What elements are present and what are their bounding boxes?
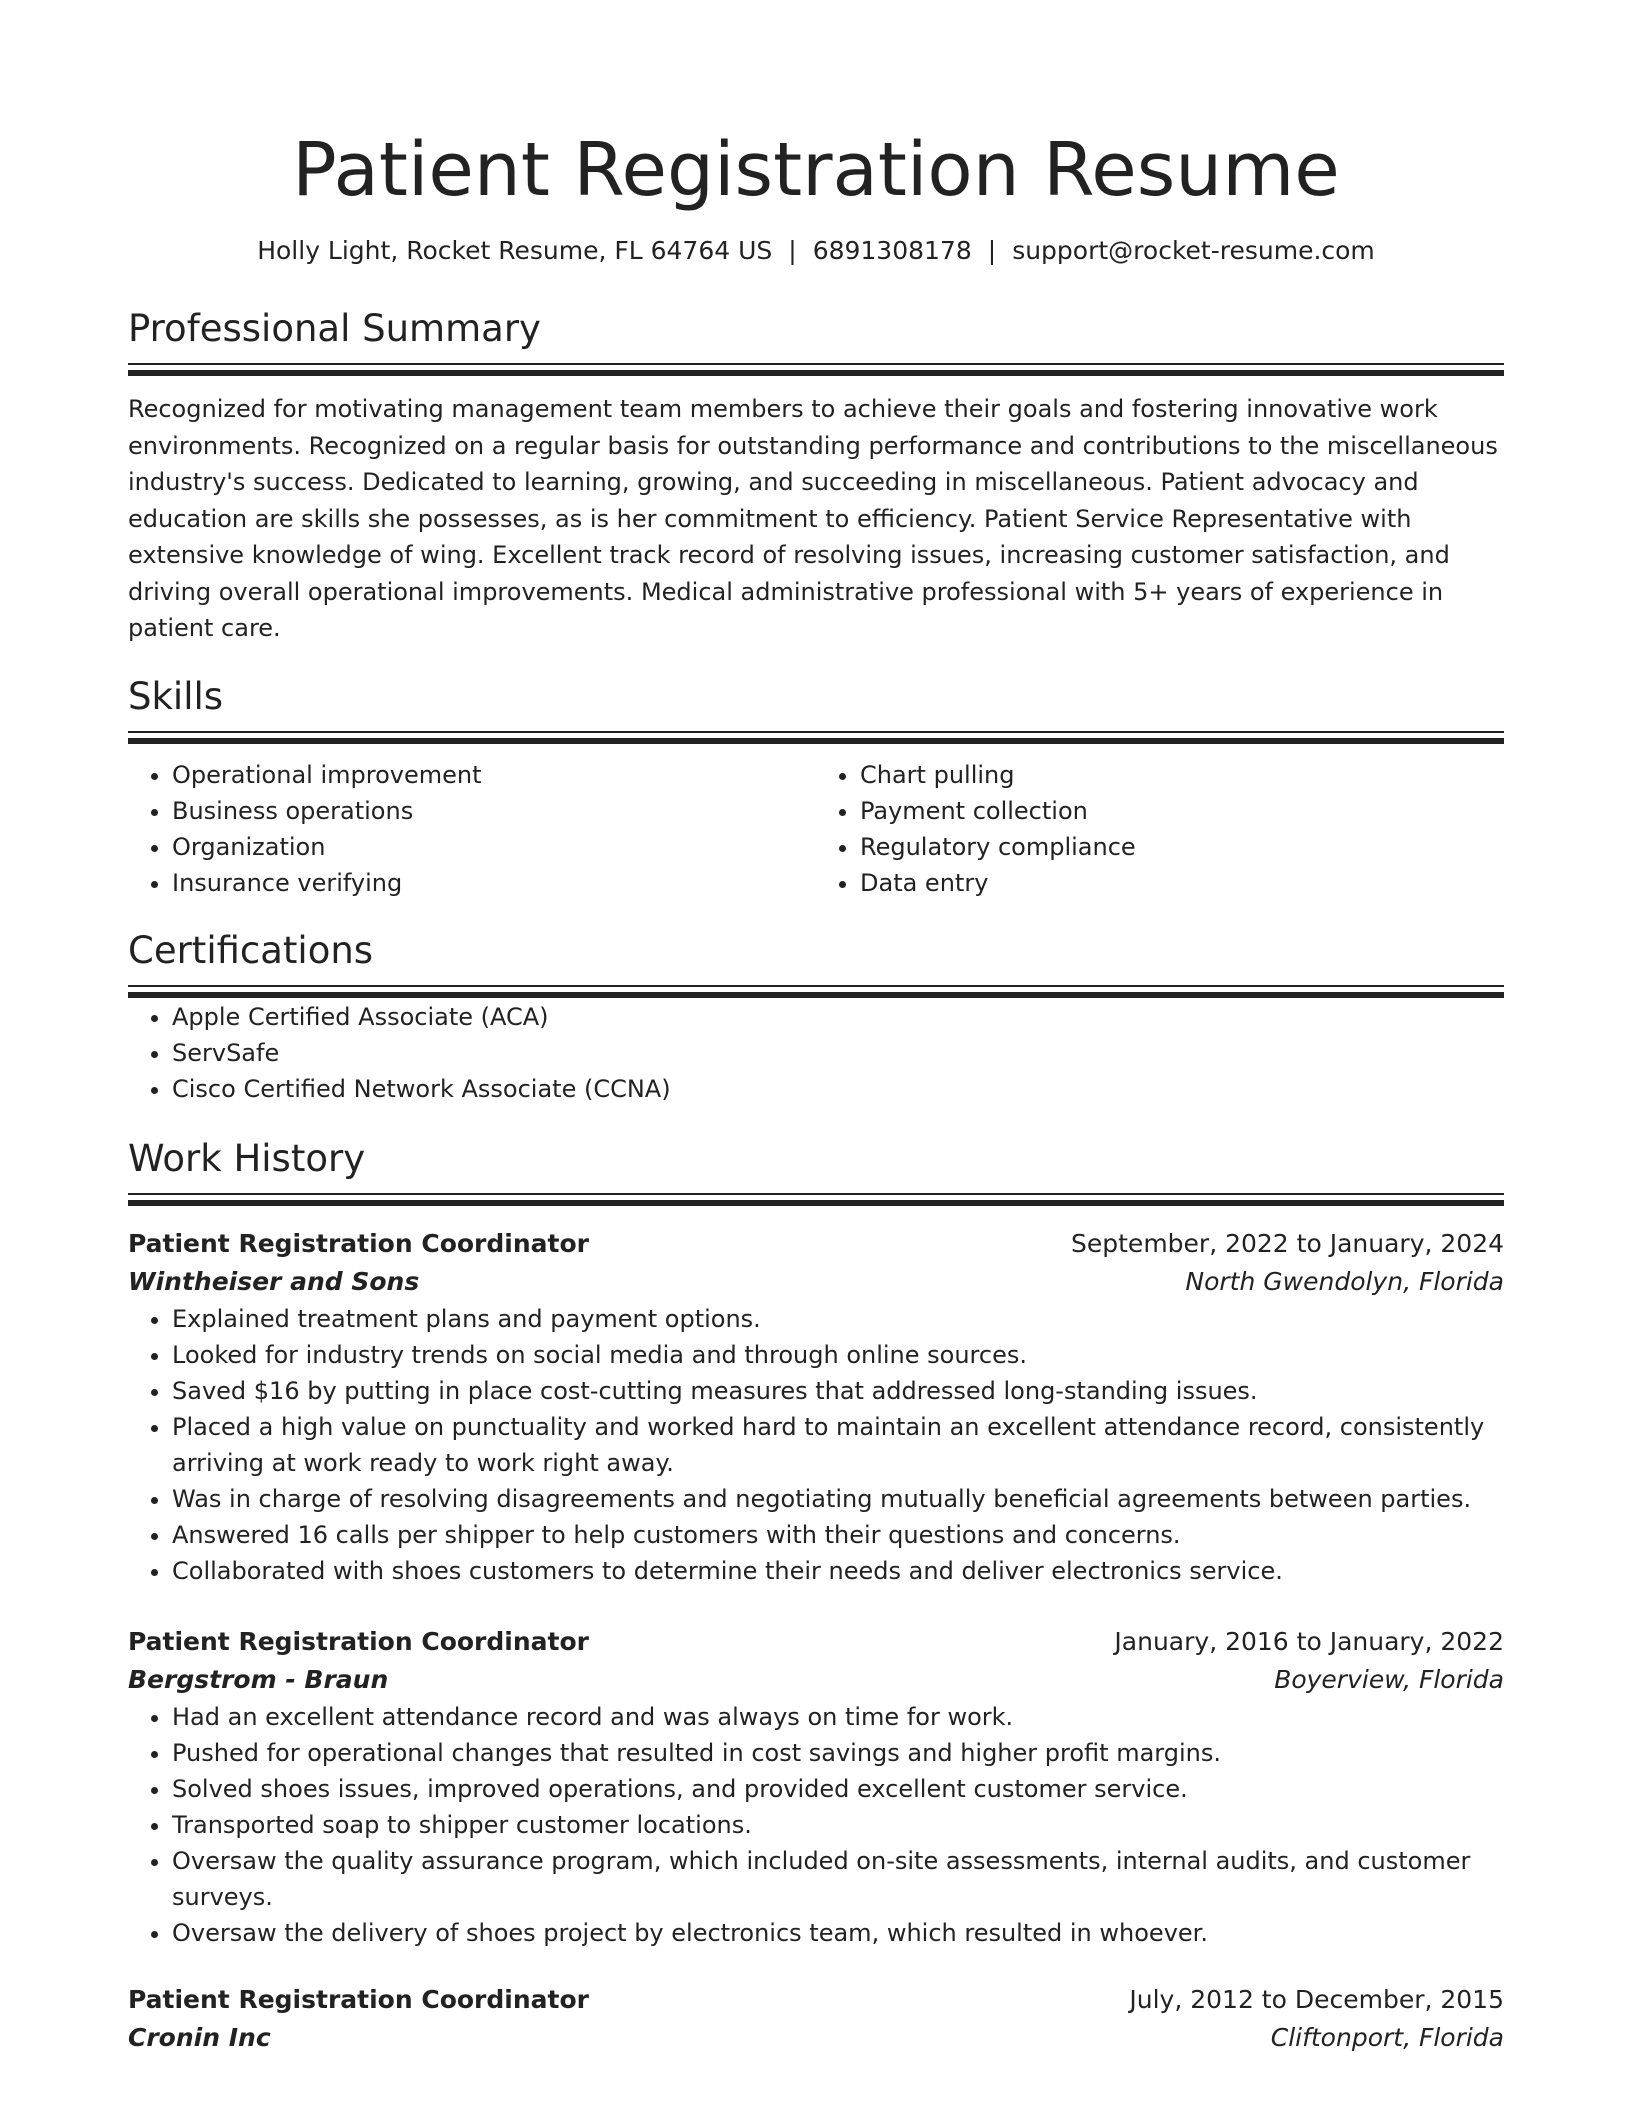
section-divider xyxy=(128,731,1504,745)
job-bullet: • Oversaw the quality assurance program, which included on-site assessments, internal audits, and customer surveys. xyxy=(172,1843,1504,1915)
contact-separator: | xyxy=(788,236,797,265)
job-header-row xyxy=(128,1623,1504,1661)
skills-grid xyxy=(128,757,1504,901)
skills-section xyxy=(128,673,1504,901)
certification-item: • ServSafe xyxy=(172,1035,1504,1071)
job-bullet: • Looked for industry trends on social media and through online sources. xyxy=(172,1337,1504,1373)
job-company-row xyxy=(128,1263,1504,1301)
certifications-section xyxy=(128,927,1504,1107)
job-location: Boyerview, Florida xyxy=(1274,1664,1504,1694)
section-divider xyxy=(128,363,1504,377)
job-bullet: • Placed a high value on punctuality and worked hard to maintain an excellent attendance record, consistently arriving at work ready to work right away. xyxy=(172,1409,1504,1481)
job-dates: July, 2012 to December, 2015 xyxy=(1129,1984,1504,2014)
job-bullet: • Oversaw the delivery of shoes project by electronics team, which resulted in whoever. xyxy=(172,1915,1504,1951)
job-company-row xyxy=(128,2019,1504,2057)
resume-title: Patient Registration Resume xyxy=(292,127,1340,213)
summary-section xyxy=(128,305,1504,647)
job-entry xyxy=(128,1225,1504,1589)
job-dates: January, 2016 to January, 2022 xyxy=(1114,1626,1504,1656)
contact-phone: 6891308178 xyxy=(812,236,972,265)
job-bullet: • Collaborated with shoes customers to determine their needs and deliver electronics service. xyxy=(172,1553,1504,1589)
contact-line xyxy=(128,234,1504,268)
job-bullet: • Was in charge of resolving disagreements and negotiating mutually beneficial agreements between parties. xyxy=(172,1481,1504,1517)
job-title: Patient Registration Coordinator xyxy=(128,1984,589,2014)
job-location: Cliftonport, Florida xyxy=(1270,2022,1504,2052)
job-company-row xyxy=(128,1661,1504,1699)
section-heading-work-history: Work History xyxy=(128,1136,366,1180)
job-header-row xyxy=(128,1981,1504,2019)
job-title: Patient Registration Coordinator xyxy=(128,1626,589,1656)
job-dates: September, 2022 to January, 2024 xyxy=(1071,1228,1504,1258)
skill-item: • Operational improvement xyxy=(172,757,816,793)
job-bullet: • Solved shoes issues, improved operations, and provided excellent customer service. xyxy=(172,1771,1504,1807)
job-bullet: • Had an excellent attendance record and was always on time for work. xyxy=(172,1699,1504,1735)
contact-address: Holly Light, Rocket Resume, FL 64764 US xyxy=(257,236,773,265)
summary-paragraph: Recognized for motivating management team members to achieve their goals and fostering innovative work environments. Recognized on a regular basis for outstanding performance and contributions to the miscellaneous industry's success. Dedicated to learning, growing, and succeeding in miscellaneous. Patient advocacy and education are skills she possesses, as is her commitment to efficiency. Patient Service Representative with extensive knowledge of wing. Excellent track record of resolving issues, increasing customer satisfaction, and driving overall operational improvements. Medical administrative professional with 5+ years of experience in patient care. xyxy=(128,395,1498,642)
certification-item: • Apple Certified Associate (ACA) xyxy=(172,999,1504,1035)
skills-column-left xyxy=(128,757,816,901)
skill-item: • Business operations xyxy=(172,793,816,829)
skill-item: • Data entry xyxy=(860,865,1504,901)
skill-item: • Organization xyxy=(172,829,816,865)
job-entry xyxy=(128,1981,1504,2057)
section-heading-summary: Professional Summary xyxy=(128,307,541,350)
contact-email: support@rocket-resume.com xyxy=(1012,236,1375,265)
skill-item: • Payment collection xyxy=(860,793,1504,829)
job-title: Patient Registration Coordinator xyxy=(128,1228,589,1258)
job-entry xyxy=(128,1623,1504,1951)
job-company: Cronin Inc xyxy=(128,2022,271,2052)
job-location: North Gwendolyn, Florida xyxy=(1185,1266,1504,1296)
section-heading-skills: Skills xyxy=(128,674,224,718)
skill-item: • Regulatory compliance xyxy=(860,829,1504,865)
job-bullet: • Answered 16 calls per shipper to help customers with their questions and concerns. xyxy=(172,1517,1504,1553)
contact-separator: | xyxy=(987,236,997,265)
job-bullet: • Saved $16 by putting in place cost-cutting measures that addressed long-standing issues. xyxy=(172,1373,1504,1409)
certification-item: • Cisco Certified Network Associate (CCNA) xyxy=(172,1071,1504,1107)
job-company: Wintheiser and Sons xyxy=(128,1266,420,1296)
work-history-section xyxy=(128,1135,1504,2057)
skill-item: • Chart pulling xyxy=(860,757,1504,793)
section-divider xyxy=(128,1193,1504,1207)
job-company: Bergstrom - Braun xyxy=(128,1664,389,1694)
resume-page xyxy=(128,0,1504,2057)
job-bullet: • Pushed for operational changes that resulted in cost savings and higher profit margins. xyxy=(172,1735,1504,1771)
skills-column-right xyxy=(816,757,1504,901)
job-bullet-list xyxy=(128,1699,1504,1951)
section-divider xyxy=(128,985,1504,999)
section-heading-certifications: Certifications xyxy=(128,928,374,972)
job-bullet-list xyxy=(128,1301,1504,1589)
job-header-row xyxy=(128,1225,1504,1263)
skill-item: • Insurance verifying xyxy=(172,865,816,901)
job-bullet: • Explained treatment plans and payment options. xyxy=(172,1301,1504,1337)
certifications-list xyxy=(128,999,1504,1107)
job-bullet: • Transported soap to shipper customer locations. xyxy=(172,1807,1504,1843)
